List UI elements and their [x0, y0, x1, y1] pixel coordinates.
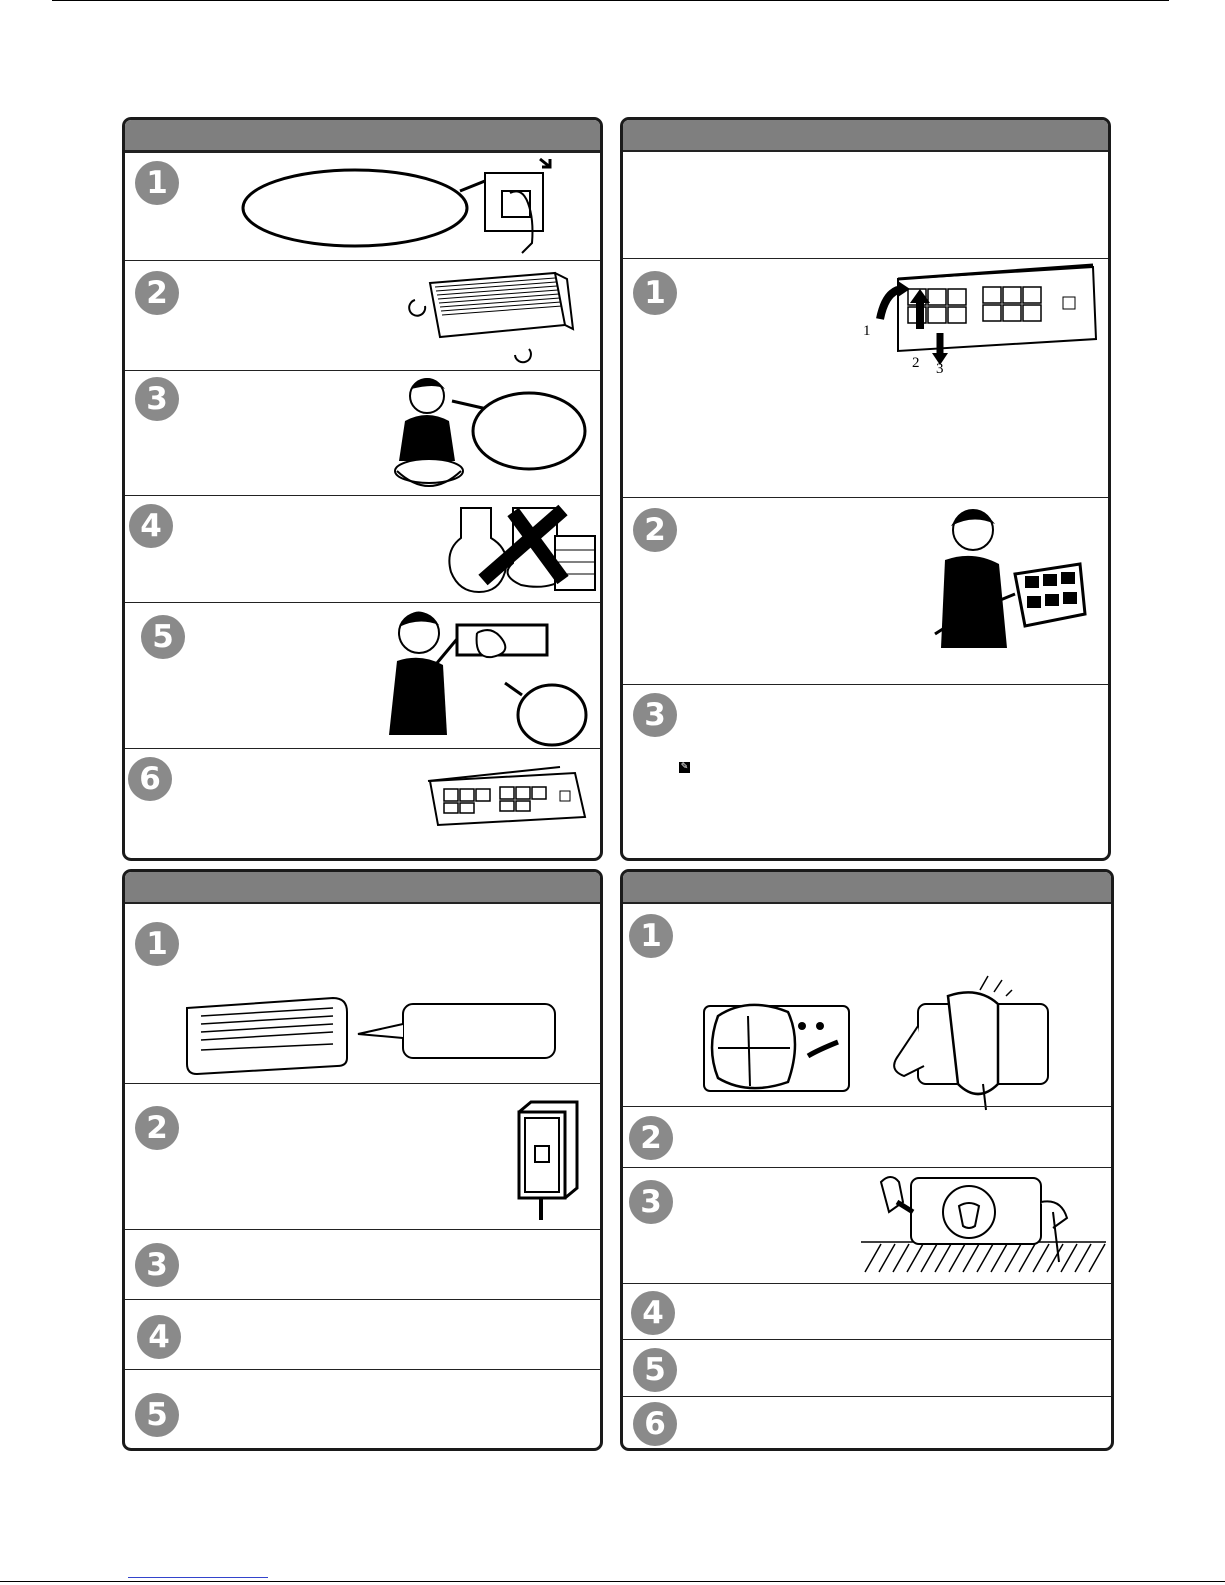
outdoor-unit-cleaning-icon: [861, 1172, 1109, 1282]
outdoor-unit-covered-icon: [698, 976, 1058, 1111]
step-number-badge: 4: [129, 504, 173, 548]
step-arrow-label: 2: [912, 355, 920, 371]
panel-header: [623, 872, 1111, 904]
step-number-badge: 6: [128, 757, 172, 801]
woman-washing-basin-icon: [387, 371, 587, 496]
step-number-badge: 1: [633, 271, 677, 315]
step-number-badge: 3: [135, 1243, 179, 1287]
step-row: [623, 1396, 1111, 1442]
close-front-panel-icon: [420, 761, 590, 831]
step-row: [623, 1167, 1111, 1220]
indoor-unit-callout-icon: [183, 994, 563, 1079]
step-number-badge: 2: [633, 508, 677, 552]
indoor-unit-panel-wipe-icon: [405, 265, 575, 365]
step-number-badge: 2: [135, 271, 179, 315]
step-number-badge: 2: [135, 1106, 179, 1150]
step-row: [125, 1083, 600, 1146]
no-chemicals-icon: [443, 500, 603, 598]
step-arrow-label: 3: [936, 361, 944, 377]
panel-clean-indoor-unit: [122, 117, 603, 861]
step-row: [623, 1283, 1111, 1331]
step-arrow-label: 1: [863, 323, 871, 339]
panel-header: [623, 120, 1108, 152]
step-number-badge: 5: [633, 1348, 677, 1392]
step-row: [125, 1229, 600, 1283]
step-row: [623, 684, 1108, 772]
power-switch-box-icon: [513, 1102, 583, 1222]
step-row: [125, 602, 600, 655]
bottom-rule: [0, 1581, 1225, 1582]
step-row: [623, 497, 1108, 548]
step-number-badge: 5: [141, 615, 185, 659]
step-number-badge: 4: [137, 1315, 181, 1359]
panel-header: [125, 120, 600, 152]
step-number-badge: 3: [135, 377, 179, 421]
step-number-badge: 4: [631, 1291, 675, 1335]
step-row: [623, 258, 1108, 377]
panel-check-before-season: [122, 869, 603, 1451]
step-number-badge: 6: [633, 1402, 677, 1446]
filter-reinstall-icon: ✎: [680, 762, 689, 772]
panel-maintenance-after-season: [620, 869, 1114, 1451]
step-row: [125, 748, 600, 797]
step-row: [125, 1299, 600, 1355]
step-row: [125, 495, 600, 544]
panel-clean-air-filter: [620, 117, 1111, 861]
woman-vacuuming-filter-icon: [925, 504, 1090, 654]
step-row: [623, 1339, 1111, 1388]
step-number-badge: 5: [135, 1393, 179, 1437]
woman-no-water-spray-icon: [387, 603, 597, 748]
remove-filter-arrows-icon: [858, 259, 1108, 384]
top-rule: [52, 0, 1169, 1]
step-row: [125, 152, 600, 201]
step-number-badge: 1: [135, 922, 179, 966]
step-number-badge: 1: [629, 914, 673, 958]
step-number-badge: 3: [629, 1180, 673, 1224]
step-row: [623, 1106, 1111, 1156]
step-row: [125, 1369, 600, 1433]
footer-link-underline[interactable]: [128, 1577, 268, 1578]
step-number-badge: 2: [629, 1116, 673, 1160]
step-number-badge: 1: [135, 161, 179, 205]
hand-unplugging-switch-icon: [240, 153, 580, 263]
step-number-badge: 3: [633, 693, 677, 737]
panel-header: [125, 872, 600, 904]
step-row: [125, 260, 600, 311]
step-row: [125, 370, 600, 417]
